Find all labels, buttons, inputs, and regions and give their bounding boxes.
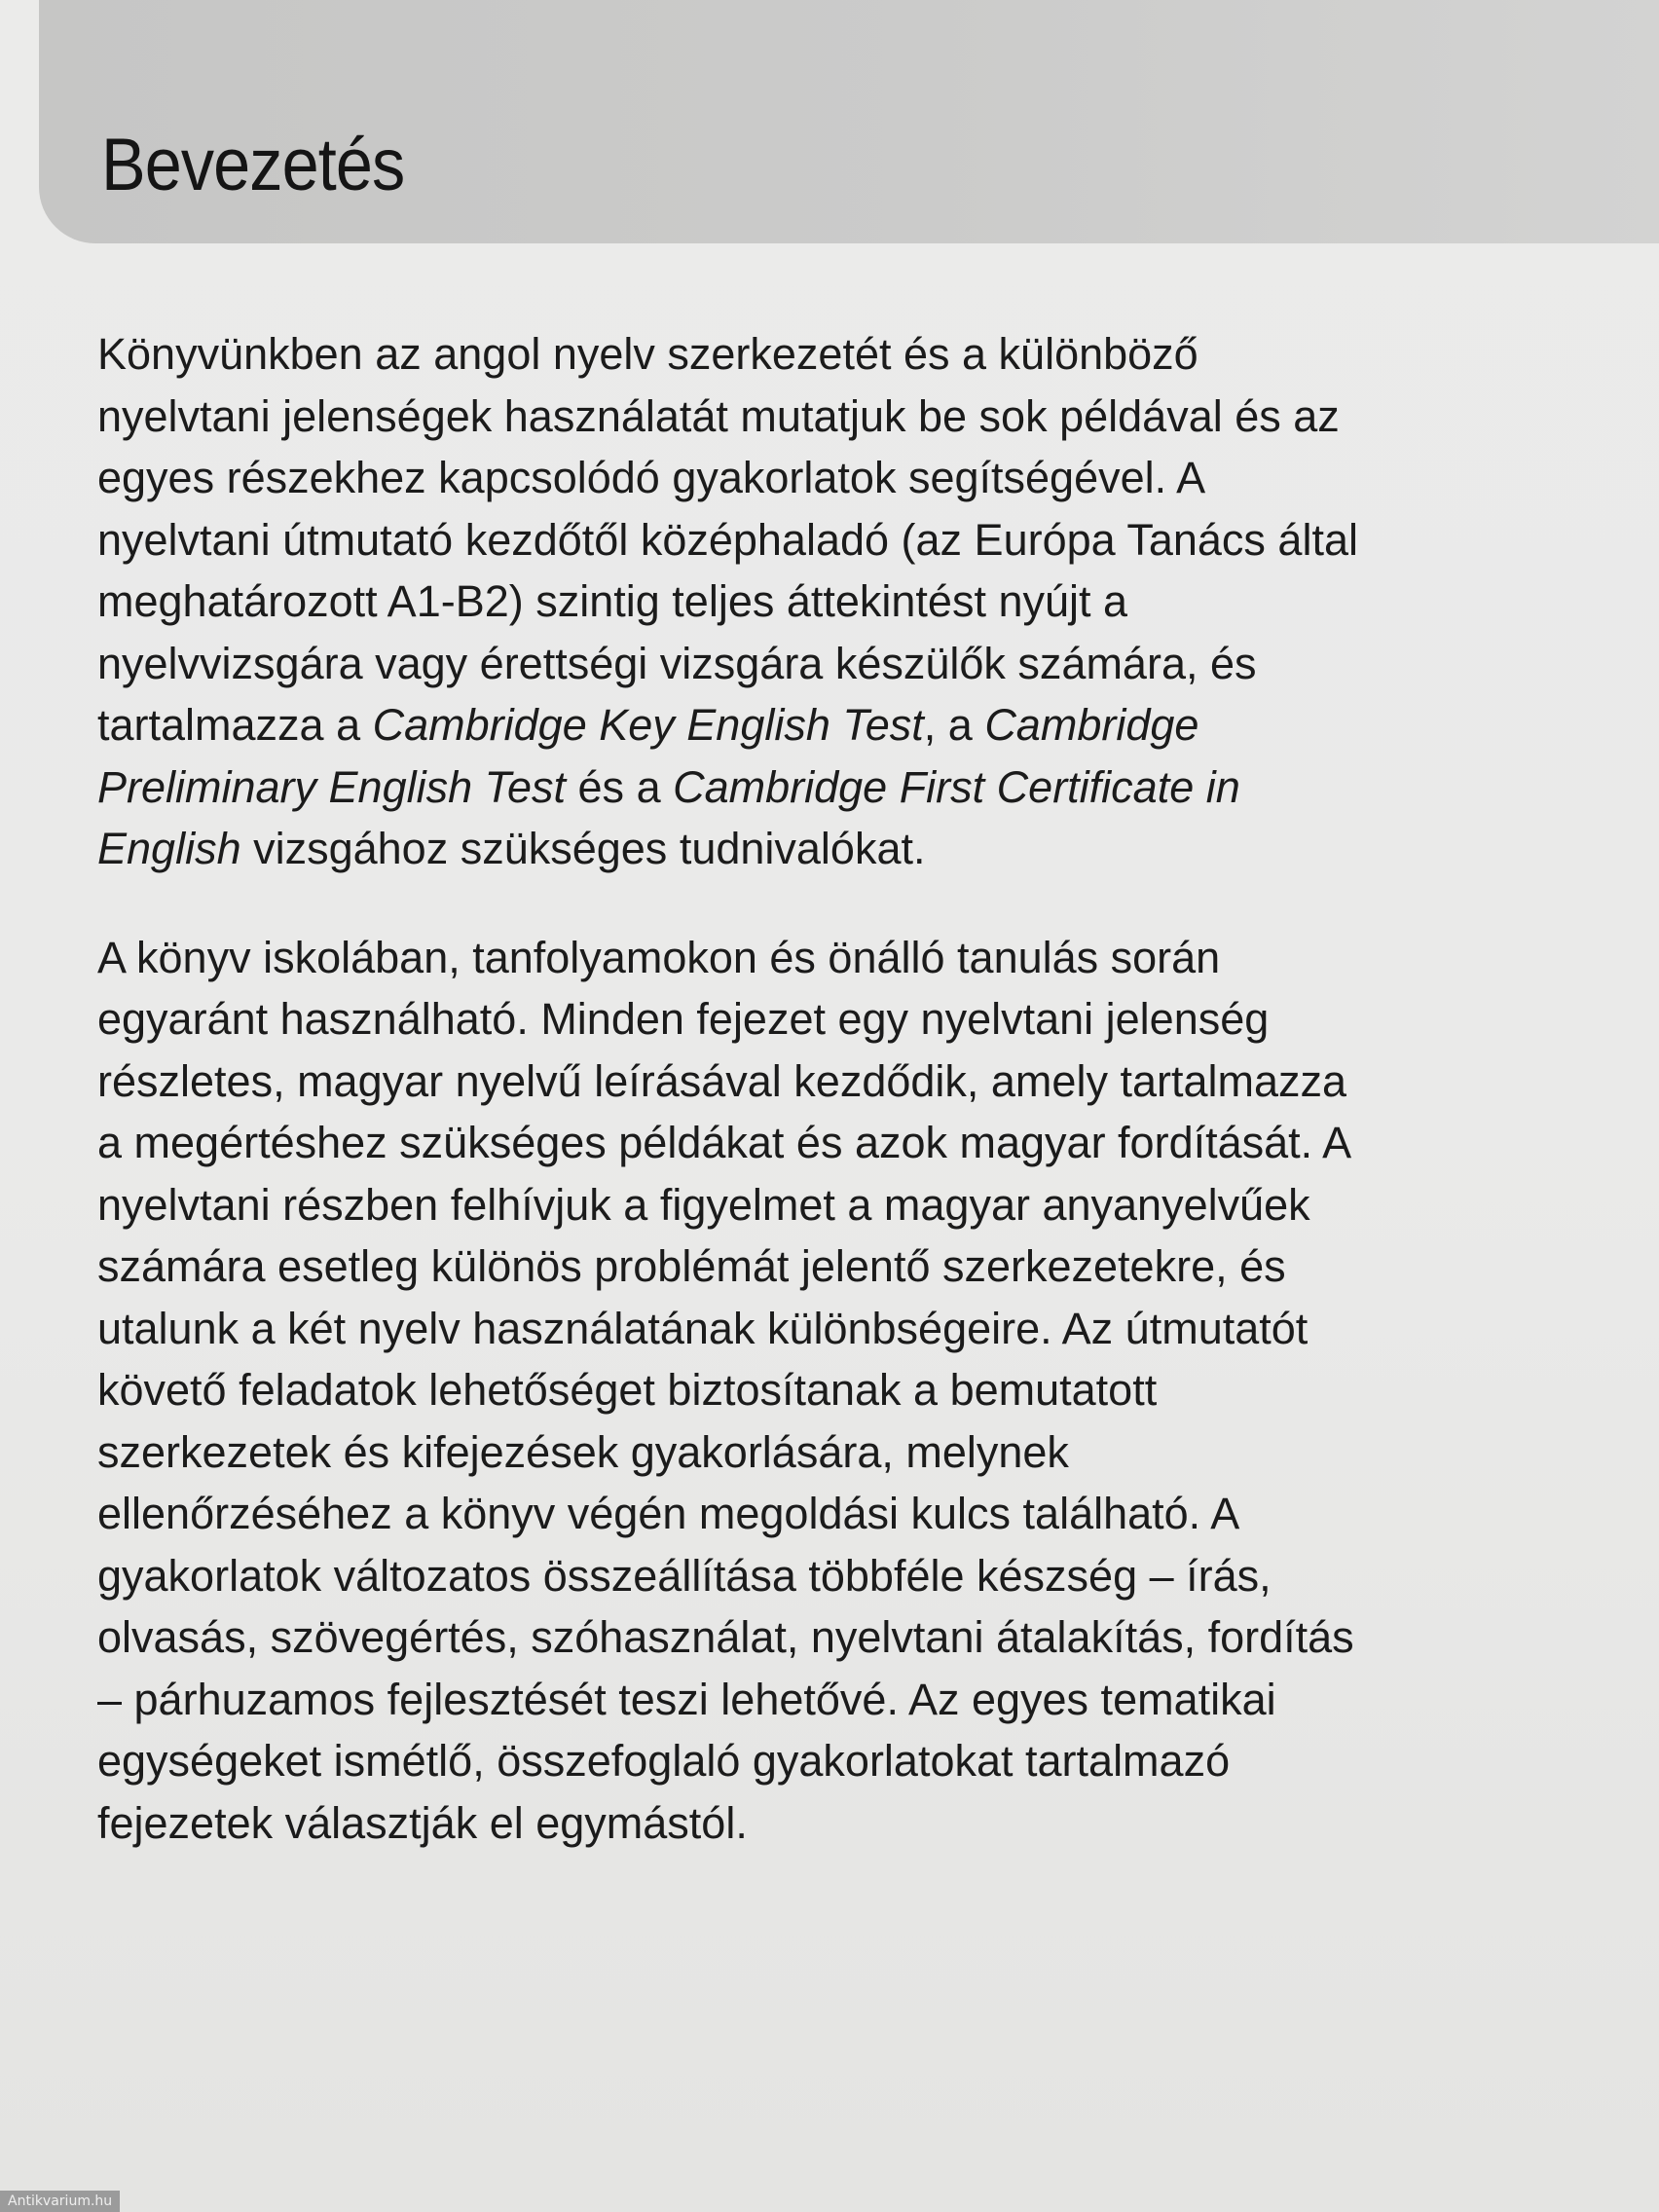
text-line: [97, 509, 1597, 571]
text-line: [97, 447, 1597, 509]
text-line: [97, 1112, 1597, 1174]
text-line: [97, 1174, 1597, 1236]
text-line: [97, 633, 1597, 695]
text-segment: nyelvvizsgára vagy érettségi vizsgára készülők számára, és: [97, 638, 1257, 688]
text-segment: gyakorlatok változatos összeállítása többféle készség – írás,: [97, 1550, 1272, 1601]
text-segment: nyelvtani részben felhívjuk a figyelmet a magyar anyanyelvűek: [97, 1179, 1310, 1230]
text-line: [97, 571, 1597, 633]
text-segment: és a: [566, 761, 674, 812]
text-line: [97, 1235, 1597, 1298]
text-line: [97, 927, 1597, 989]
watermark: Antikvarium.hu: [0, 2191, 120, 2212]
text-segment: , a: [923, 700, 985, 750]
text-line: [97, 1606, 1597, 1669]
text-segment: nyelvtani jelenségek használatát mutatjuk be sok példával és az: [97, 390, 1340, 441]
text-line: [97, 1545, 1597, 1607]
text-segment: ellenőrzéséhez a könyv végén megoldási kulcs található. A: [97, 1489, 1240, 1538]
text-segment: egységeket ismétlő, összefoglaló gyakorlatokat tartalmazó: [97, 1736, 1231, 1786]
paragraph-2: [97, 927, 1597, 1855]
text-line: [97, 694, 1597, 756]
text-segment: követő feladatok lehetőséget biztosítanak a bemutatott: [97, 1365, 1158, 1415]
italic-title-text: Cambridge Key English Test: [372, 700, 924, 750]
text-segment: vizsgához szükséges tudnivalókat.: [240, 824, 926, 873]
text-segment: meghatározott A1-B2) szintig teljes áttekintést nyújt a: [97, 576, 1128, 626]
text-segment: egyes részekhez kapcsolódó gyakorlatok segítségével. A: [97, 453, 1206, 502]
text-segment: nyelvtani útmutató kezdőtől középhaladó (az Európa Tanács által: [97, 514, 1358, 565]
text-line: [97, 1730, 1597, 1792]
page-title: Bevezetés: [101, 124, 405, 206]
body-text: [97, 323, 1597, 1854]
italic-title-text: Preliminary English Test: [97, 761, 567, 812]
text-line: [97, 1298, 1597, 1360]
text-segment: szerkezetek és kifejezések gyakorlására, melynek: [97, 1426, 1069, 1477]
text-line: [97, 1421, 1597, 1484]
text-line: [97, 1051, 1597, 1113]
text-segment: a megértéshez szükséges példákat és azok magyar fordítását. A: [97, 1118, 1352, 1167]
paragraph-1: [97, 323, 1597, 880]
text-line: [97, 1792, 1597, 1855]
text-segment: Könyvünkben az angol nyelv szerkezetét és a különböző: [97, 329, 1198, 379]
text-line: [97, 1669, 1597, 1731]
text-segment: részletes, magyar nyelvű leírásával kezdődik, amely tartalmazza: [97, 1055, 1347, 1106]
text-segment: – párhuzamos fejlesztését teszi lehetővé. Az egyes tematikai: [97, 1674, 1276, 1724]
italic-title-text: Cambridge: [984, 700, 1199, 750]
text-line: [97, 1483, 1597, 1545]
italic-title-text: Cambridge First Certificate in: [673, 761, 1240, 812]
text-segment: egyaránt használható. Minden fejezet egy nyelvtani jelenség: [97, 994, 1270, 1044]
text-line: [97, 386, 1597, 448]
text-line: [97, 988, 1597, 1051]
text-line: [97, 818, 1597, 880]
text-line: [97, 756, 1597, 819]
text-segment: olvasás, szövegértés, szóhasználat, nyelvtani átalakítás, fordítás: [97, 1612, 1354, 1662]
text-segment: fejezetek választják el egymástól.: [97, 1797, 748, 1848]
text-segment: tartalmazza a: [97, 700, 373, 750]
text-segment: A könyv iskolában, tanfolyamokon és önálló tanulás során: [97, 932, 1221, 982]
text-segment: utalunk a két nyelv használatának különbségeire. Az útmutatót: [97, 1303, 1309, 1353]
text-line: [97, 323, 1597, 386]
italic-title-text: English: [97, 824, 241, 873]
text-line: [97, 1359, 1597, 1421]
text-segment: számára esetleg különös problémát jelentő szerkezetekre, és: [97, 1241, 1286, 1291]
